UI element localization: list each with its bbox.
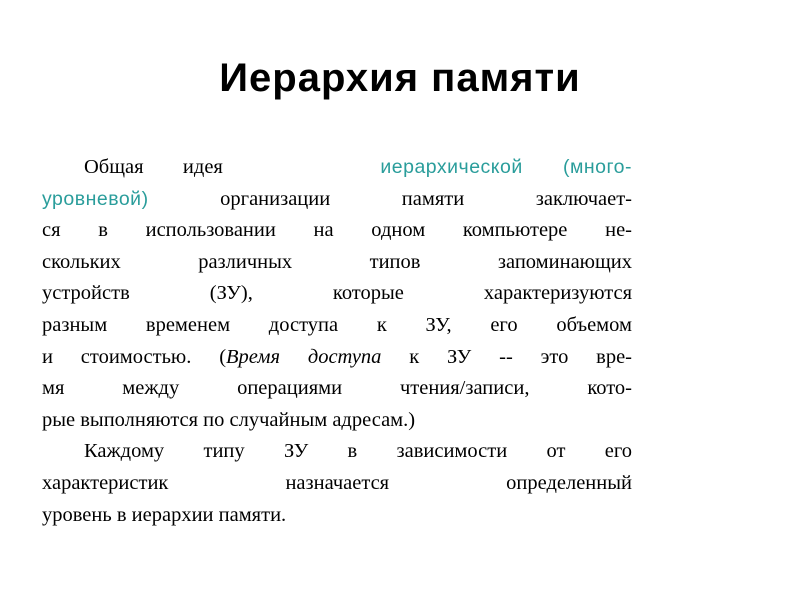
text-line-1 [42, 152, 632, 184]
slide-body-text [42, 152, 632, 531]
text-line-3: ся в использовании на одном компьютере не- [42, 219, 632, 242]
text-segment: Общая идея [84, 156, 223, 178]
text-line-2 [42, 184, 632, 216]
text-line-9: рые выполняются по случайным адресам.) [42, 408, 416, 431]
italic-term: Время доступа [226, 345, 382, 368]
text-line-7 [42, 342, 632, 374]
text-line-10: Каждому типу ЗУ в зависимости от его [84, 440, 632, 463]
text-segment: организации памяти заключает- [220, 187, 632, 210]
slide-title: Иерархия памяти [219, 56, 581, 100]
text-segment: и стоимостью. ( [42, 345, 227, 368]
text-line-5: устройств (ЗУ), которые характеризуются [42, 282, 632, 305]
text-line-8: мя между операциями чтения/записи, кото- [42, 377, 632, 400]
text-line-6: разным временем доступа к ЗУ, его объемом [42, 313, 632, 336]
text-line-4: скольких различных типов запоминающих [42, 250, 632, 273]
highlighted-term: уровневой) [42, 187, 149, 210]
highlighted-term: иерархической (много- [380, 156, 632, 178]
text-line-11: характеристик назначается определенный [42, 471, 632, 494]
text-line-12: уровень в иерархии памяти. [42, 503, 287, 526]
text-segment: к ЗУ -- это вре- [409, 345, 633, 368]
